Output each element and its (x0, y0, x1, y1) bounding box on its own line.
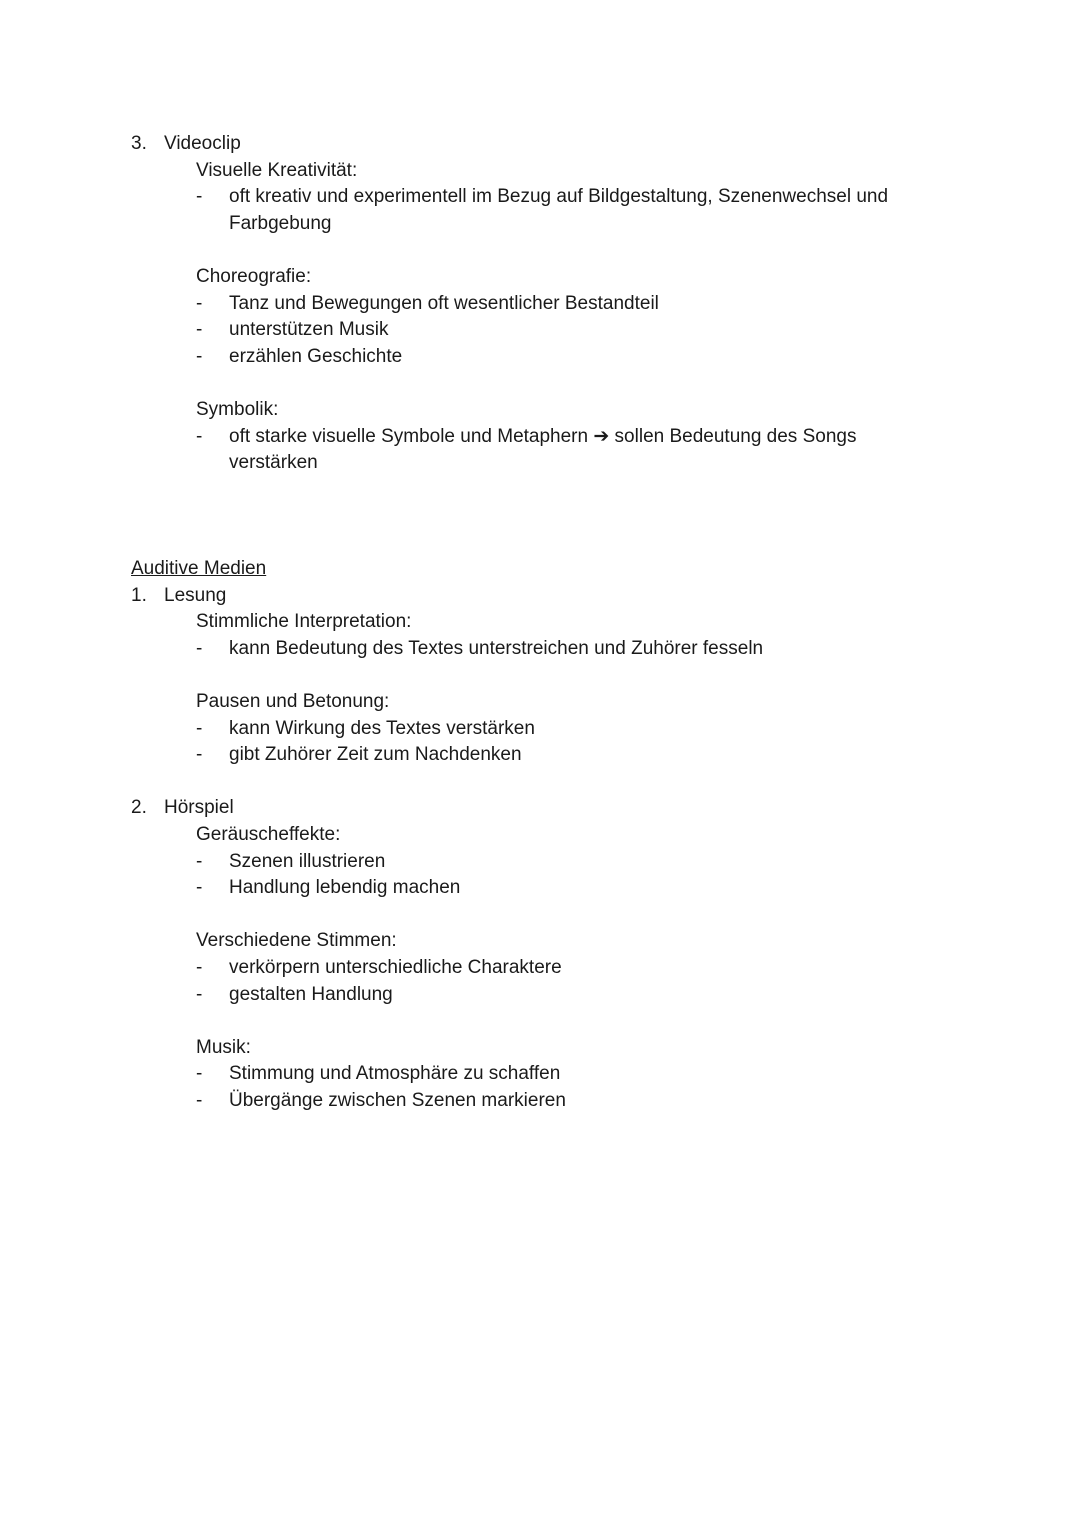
list-item-text: erzählen Geschichte (229, 345, 403, 367)
list-item (196, 742, 929, 769)
list-item (196, 1088, 929, 1115)
list-item (196, 424, 929, 477)
bullet-dash: - (196, 983, 203, 1005)
group-heading: Verschiedene Stimmen: (196, 930, 397, 952)
list-item (196, 716, 929, 743)
list-item (196, 317, 929, 344)
videoclip-title: Videoclip (164, 133, 241, 154)
group-heading: Choreografie: (196, 265, 312, 287)
list-item (196, 1061, 929, 1088)
list-item-text: gestalten Handlung (229, 983, 393, 1005)
list-item-text: Szenen illustrieren (229, 850, 386, 872)
list-item (196, 344, 929, 371)
list-item (196, 636, 929, 663)
list-item (196, 875, 929, 902)
videoclip-heading-row (131, 131, 931, 158)
list-item (196, 849, 929, 876)
bullet-dash: - (196, 186, 203, 208)
lesung-heading-row (131, 583, 931, 610)
bullet-dash: - (196, 850, 203, 872)
section-title: Auditive Medien (131, 558, 267, 579)
list-item-text: Handlung lebendig machen (229, 877, 461, 899)
bullet-dash: - (196, 744, 203, 766)
group-heading: Visuelle Kreativität: (196, 159, 358, 181)
lesung-number: 1. (131, 584, 147, 606)
list-item-text: oft kreativ und experimentell im Bezug auf Bildgestaltung, Szenenwechsel und Farbgebung (229, 186, 889, 234)
list-item-text: kann Bedeutung des Textes unterstreichen und Zuhörer fesseln (229, 637, 764, 659)
list-item-text: gibt Zuhörer Zeit zum Nachdenken (229, 744, 522, 766)
list-item-text: Stimmung und Atmosphäre zu schaffen (229, 1063, 561, 1085)
bullet-dash: - (196, 345, 203, 367)
list-item (196, 184, 929, 237)
bullet-dash: - (196, 637, 203, 659)
list-item (196, 955, 929, 982)
auditive-section (131, 556, 931, 1114)
list-item-text: verkörpern unterschiedliche Charaktere (229, 956, 562, 978)
list-item-text: oft starke visuelle Symbole und Metaphern ➔ sollen Bedeutung des Songs verstärken (229, 425, 857, 474)
list-item-text: Übergänge zwischen Szenen markieren (229, 1089, 566, 1111)
hoerspiel-title: Hörspiel (164, 797, 234, 819)
bullet-dash: - (196, 1063, 203, 1085)
bullet-dash: - (196, 717, 203, 739)
group-heading: Pausen und Betonung: (196, 690, 390, 712)
list-item-text: unterstützen Musik (229, 319, 389, 341)
bullet-dash: - (196, 956, 203, 978)
list-item-text: kann Wirkung des Textes verstärken (229, 717, 535, 739)
group-heading: Stimmliche Interpretation: (196, 611, 412, 633)
hoerspiel-number: 2. (131, 797, 147, 819)
bullet-dash: - (196, 877, 203, 899)
group-heading: Geräuscheffekte: (196, 823, 341, 845)
bullet-dash: - (196, 425, 203, 447)
bullet-dash: - (196, 292, 203, 314)
bullet-dash: - (196, 319, 203, 341)
list-item (196, 982, 929, 1009)
group-heading: Musik: (196, 1036, 251, 1058)
hoerspiel-heading-row (131, 795, 931, 822)
list-item-text: Tanz und Bewegungen oft wesentlicher Bestandteil (229, 292, 659, 314)
lesung-title: Lesung (164, 584, 227, 606)
list-item (196, 291, 929, 318)
bullet-dash: - (196, 1089, 203, 1111)
videoclip-section (131, 131, 931, 477)
videoclip-number: 3. (131, 133, 147, 154)
group-heading: Symbolik: (196, 398, 279, 420)
